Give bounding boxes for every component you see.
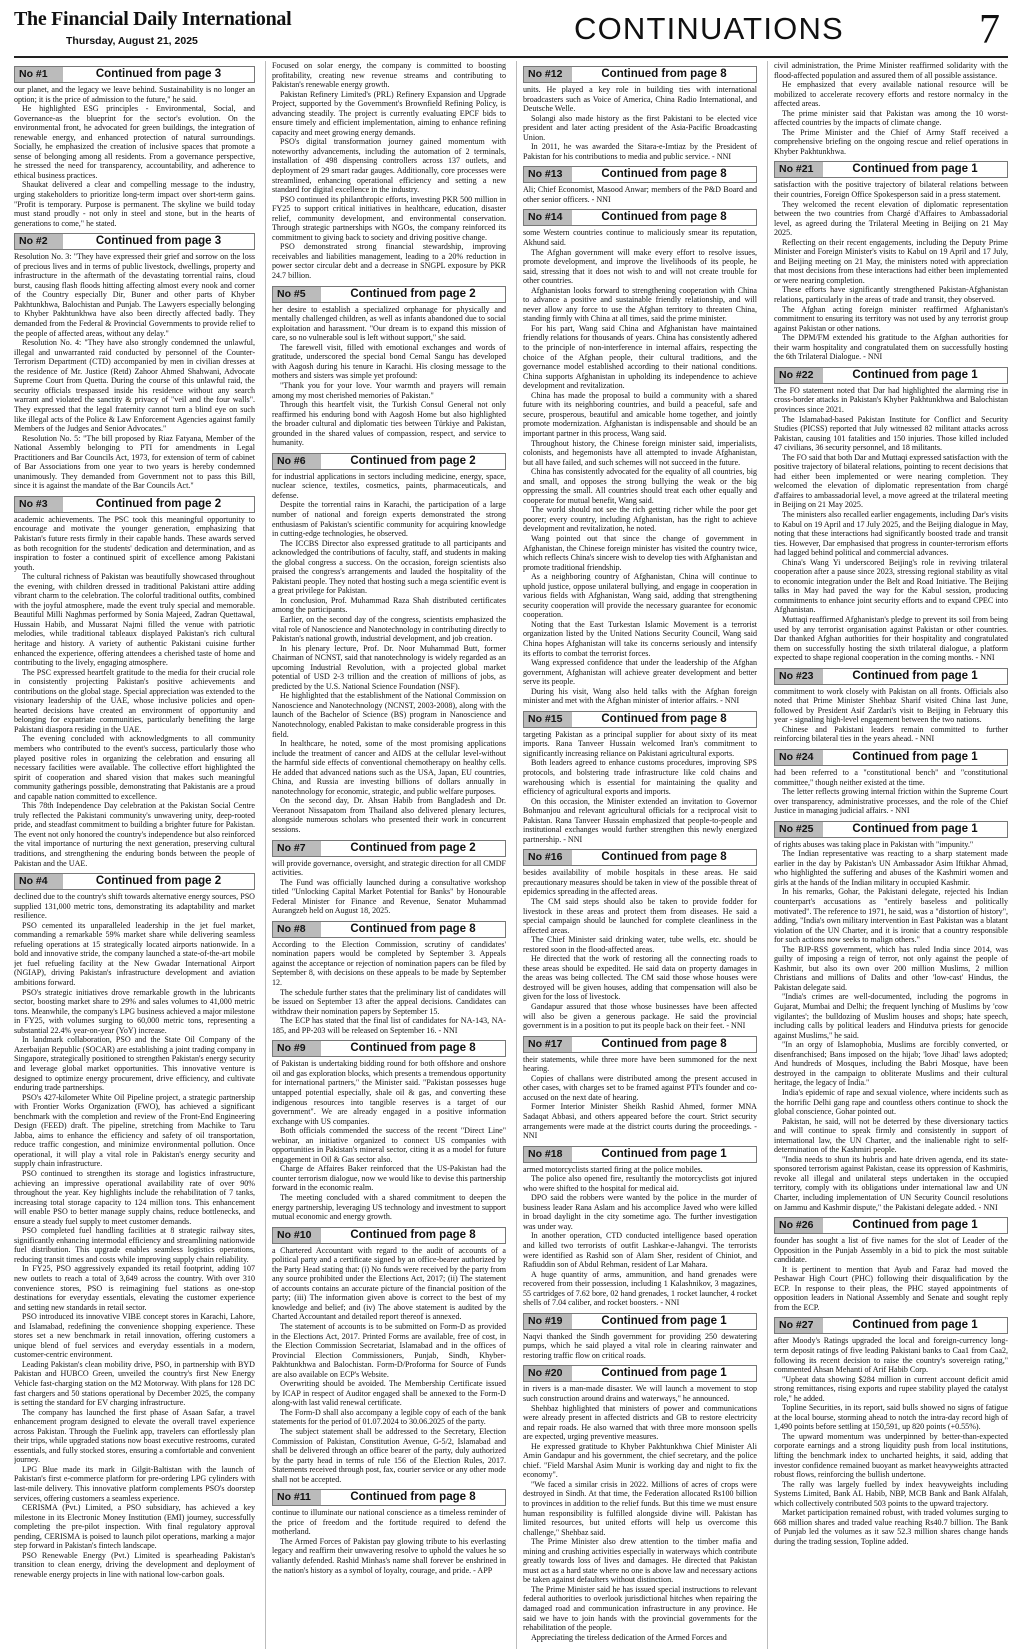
story-continued-label: Continued from page 2 (350, 841, 476, 854)
story-continued-label: Continued from page 2 (95, 875, 222, 888)
story-paragraph: PSO's digital transformation journey gained momentum with noteworthy advancements, including the automation of 2 terminals, installation of 498 dispensing controllers across 137 outlets, and deployment of 29 smart radar gauges. Additionally, core processes were streamlined, enhancing operational efficiency and setting a new standard for digital excellence in the industry. (272, 137, 506, 195)
story-number: No #19 (524, 1314, 572, 1329)
story-paragraph: The Prime Minister also drew attention to the timber mafia and mining and crushing activities especially in waterways which contribute greatly towards loss of lives and damages. He directed that Pakistan must act as a hard state where no one is above law and necessary actions be taken against defaulters without distinction. (523, 1537, 757, 1585)
story-paragraph: Topline Securities, in its report, said bulls showed no signs of fatigue at the local bourse, storming ahead to notch the intra-day record high of 1,490 points before settling at 150,591, up 820 points (+0.55%). (774, 1403, 1008, 1432)
story-header (523, 849, 757, 866)
publication-name: The Financial Daily International (14, 8, 292, 30)
story-paragraph: The ministers also recalled earlier engagements, including Dar's visits to Kabul on 19 April and 17 July 2025, and the Beijing dialogue in May, noting that these interactions had significantly boosted trade and transit ties. However, Dar emphasised that progress in counter-terrorism efforts had lagged behind political and commercial advances. (774, 509, 1008, 558)
story-header (523, 1365, 757, 1382)
story-header (14, 66, 255, 83)
story-paragraph: Naqvi thanked the Sindh government for providing 250 dewatering pumps, which he said played a vital role in clearing rainwater and restoring traffic flow on critical roads. (523, 1331, 757, 1360)
story-paragraph: The BJP-RSS government, which has ruled India since 2014, was guilty of imposing a reign of terror, not only against the people of Kashmir, but also its own over 200 million Muslims, 2 million Christians and millions of Dalits and other 'low-cast' Hindus, the Pakistan delegate said. (774, 944, 1008, 992)
story-number: No #20 (524, 1366, 572, 1381)
story-paragraph: Focused on solar energy, the company is committed to boosting profitability, creating new revenue streams and contributing to Pakistan's renewable energy growth. (272, 61, 506, 90)
story-paragraph: The upward momentum was underpinned by better-than-expected corporate earnings and a strong liquidity push from local institutions, lifting the benchmark index to uncharted heights, it said, adding that investor confidence remained buoyant as market heavyweights attracted robust flows, reinforcing the bullish undertone. (774, 1431, 1008, 1480)
story-paragraph: "In an orgy of Islamophobia, Muslims are forcibly converted, or disenfranchised; Bans imposed on the hijab; 'love Jihad' laws adopted; And hundreds of Mosques, including the Babri Mosque, have been destroyed in the campaign to obliterate Muslims and their cultural heritage, the legacy of India." (774, 1040, 1008, 1088)
story-number: No #2 (15, 234, 63, 249)
story (523, 66, 757, 161)
story-paragraph: Chinese and Pakistani leaders remain committed to further reinforcing bilateral ties in the years ahead. - NNI (774, 724, 1008, 744)
story-header (774, 749, 1008, 766)
story-paragraph: During his visit, Wang also held talks with the Afghan foreign minister and met with the Afghan minister of interior affairs. - NNI (523, 686, 757, 706)
story-continued-label: Continued from page 8 (601, 1037, 727, 1050)
story-number: No #8 (273, 922, 321, 937)
story-paragraph: DPO said the robbers were wanted by the police in the murder of business leader Rana Aslam and his accomplice Javed who were killed in broad daylight in the city sometime ago. The further investigation was under way. (523, 1193, 757, 1231)
story-paragraph: her desire to establish a specialized orphanage for physically and mentally challenged children, as well as infants abandoned due to social exploitation and harassment. "Our dream is to expand this mission of care, so no vulnerable soul is left without support," she said. (272, 304, 506, 343)
story-paragraph: The ECP has stated that the final list of candidates for NA-143, NA-185, and PP-203 will be released on September 16. - NNI (272, 1016, 506, 1035)
story-continued-label: Continued from page 8 (601, 68, 727, 80)
story-continued-label: Continued from page 8 (601, 168, 727, 181)
story-paragraph: Appreciating the tireless dedication of the Armed Forces and (531, 1632, 727, 1642)
story-paragraph: A huge quantity of arms, ammunition, and hand grenades were recovered from their possession, including 1 Kalashnikov, 3 magazines, 55 cartridges of 7.62 bore, 02 hand grenades, 1 rocket launcher, 4 rocket shells of 7.04 caliber, and rocket boosters. - NNI (523, 1269, 757, 1308)
story-continued-label: Continued from page 1 (601, 1314, 727, 1327)
story-paragraph: In another operation, CTD conducted intelligence based operation and killed two terrorists of outfit Lashkar-e-Jahangvi. The terrorists were identified as Rashid son of Alam Sher, resident of Chiniot, and Rafiuddin son of Abdul Rehman, resident of Lar Mahara. (523, 1231, 757, 1270)
story-continued-label: Continued from page 1 (852, 669, 978, 682)
story-paragraph: He highlighted ESG principles - Environmental, Social, and Governance-as the blueprint for the sector's evolution. On the environmental front, he advocated for green buildings, the integration of renewable energy, and enhanced protection of natural surroundings. Socially, he emphasized the creation of inclusive spaces that promote a sense of belonging among all residents. From a governance perspective, he stressed the need for transparency, accountability, and adherence to ethical business practices. (14, 104, 255, 180)
story-paragraph: besides availability of mobile hospitals in these areas. He said precautionary measures should be taken in view of the possible threat of epidemics spreading in the affected areas. (523, 868, 757, 897)
column-4 (767, 61, 1008, 1649)
story-paragraph: PSO Renewable Energy (Pvt.) Limited is spearheading Pakistan's transition to clean energy, driving the development and deployment of renewable energy projects in line with national low-carbon goals. (14, 1550, 255, 1579)
masthead-left (14, 8, 291, 47)
story-header (272, 286, 506, 303)
story (774, 668, 1008, 744)
story-paragraph: The PSC expressed heartfelt gratitude to the media for their crucial role in consistently projecting Pakistan's positive achievements and contributions on the global stage. Special appreciation was extended to the visionary leadership of the UAE, whose inclusive policies and open-hearted decisions have created an environment of opportunity and belonging for expatriate communities, particularly benefiting the large Pakistani diaspora residing in the UAE. (14, 667, 255, 734)
story-continued-label: Continued from page 8 (350, 1228, 476, 1241)
story-paragraph: He emphasized that every available national resource will be mobilized to accelerate recovery efforts and restore normalcy in the affected areas. (774, 80, 1008, 109)
story-number: No #27 (775, 1318, 823, 1333)
story-paragraph: Former Interior Minister Sheikh Rashid Ahmed, former MNA Sadaqat Abbasi, and others appeared before the court. Strict security arrangements were made at the district courts during the proceedings. - NNI (523, 1102, 757, 1141)
story-header (523, 1313, 757, 1330)
story-header (774, 161, 1008, 178)
column-2 (265, 61, 506, 1649)
story-paragraph: The prime minister said that Pakistan was among the 10 worst-affected countries by the impacts of climate change. (774, 108, 1008, 128)
story-number: No #26 (775, 1218, 823, 1233)
story-paragraph: PSO demonstrated strong financial stewardship, improving receivables and liabilities management, leading to a 20% reduction in power sector circular debt and a decrease in SNGPL exposure by PKR 24.7 billion. (272, 242, 506, 281)
story-paragraph: The statement of accounts is to be submitted on Form-D as provided in the Elections Act, 2017. Printed Forms are available, free of cost, in the Election Commission Secretariat, Islamabad and in the offices of Provincial Election Commissioners, Punjab, Sindh, Khyber-Pakhtunkhwa and Balochistan. Form-D/Proforma for Source of Funds are also available on ECP's Website. (272, 1321, 506, 1379)
story-paragraph: declined due to the country's shift towards alternative energy sources, PSO supplied 131,000 metric tons, demonstrating its adaptability and market resilience. (14, 892, 255, 921)
story-paragraph: Shehbaz highlighted that ministers of power and communications were already present in affected districts and GB to restore electricity and repair roads. He also warned that with three more monsoon spells are expected, urging preventive measures. (523, 1403, 757, 1442)
story-continued-label: Continued from page 8 (350, 1491, 476, 1504)
story (523, 1146, 757, 1308)
story-number: No #13 (524, 167, 572, 182)
story (14, 233, 255, 491)
story (14, 496, 255, 868)
story-paragraph: The DPM/FM extended his gratitude to the Afghan authorities for their warm hospitality and congratulated them on successfully hosting the 6th Trilateral Dialogue. - NNI (774, 333, 1008, 362)
story-paragraph: The letter reflects growing internal friction within the Supreme Court over transparency, administrative processes, and the role of the Chief Justice in managing judicial affairs. - NNI (774, 787, 1008, 816)
story-paragraph: Pakistan Refinery Limited's (PRL) Refinery Expansion and Upgrade Project, supported by the Government's Brownfield Refining Policy, is advancing steadily. The project is currently evaluating EPCF bids to ensure timely and efficient implementation, aiming to enhance refining capacity and meet growing energy demands. (272, 89, 506, 137)
story (774, 1317, 1008, 1546)
story-paragraph: This 78th Independence Day celebration at the Pakistan Social Centre truly reflected the Pakistani community's unwavering unity, deep-rooted pride, and steadfast commitment to building a brighter future for Pakistan. The event not only honored the country's independence but also reinforced the vital importance of nurturing the next generation, preserving cultural traditions, and strengthening the enduring bonds between the people of Pakistan and the UAE. (14, 801, 255, 868)
story-paragraph: civil administration, the Prime Minister reaffirmed solidarity with the flood-affected population and assured them of all possible assistance. (774, 61, 1008, 80)
story-continued-label: Continued from page 1 (852, 1219, 978, 1232)
story-header (523, 1036, 757, 1053)
story-continued-label: Continued from page 1 (852, 163, 978, 176)
story-number: No #7 (273, 841, 321, 856)
story-continued-label: Continued from page 1 (852, 822, 978, 835)
story-paragraph: The police also opened fire, resultantly the motorcyclists got injured who were shifted to the hospital for medical aid. (523, 1174, 757, 1193)
story-paragraph: In 2011, he was awarded the Sitara-e-Imtiaz by the President of Pakistan for his contributions to media and public service. - NNI (523, 142, 757, 161)
story-continued-label: Continued from page 2 (350, 287, 476, 300)
story (523, 849, 757, 1030)
story-paragraph: On the second day, Dr. Ahsan Habib from Bangladesh and Dr. Veeranoot Nissapatom from Thailand also delivered plenary lectures, alongside numerous scholars who presented their work in concurrent sessions. (272, 796, 506, 835)
story-paragraph: On this occasion, the Minister extended an invitation to Governor Bohmanjou and relevant agricultural officials for a reciprocal visit to Pakistan. Rana Tanveer Hussain emphasized that people-to-people and institutional exchanges would further strengthen this newly energized partnership. - NNI (523, 796, 757, 844)
story-paragraph: The rally was largely fuelled by index heavyweights including Systems Limited, Bank AL Habib, NBP, MCB Bank and Bank Alfalah, which collectively contributed 503 points to the upward trajectory. (774, 1479, 1008, 1508)
story-number: No #23 (775, 669, 823, 684)
story-paragraph: Leading Pakistan's clean mobility drive, PSO, in partnership with BYD Pakistan and HUBCO Green, unveiled the country's first New Energy Vehicle fast-charging station on the M2 Motorway. With plans for 128 DC fast chargers and 50 stations operational by December 2025, the company is setting the standard for EV charging infrastructure. (14, 1359, 255, 1408)
story-continued-label: Continued from page 8 (350, 922, 476, 935)
story (272, 286, 506, 448)
story-paragraph: targeting Pakistan as a principal supplier for about sixty of its meat imports. Rana Tanveer Hussain welcomed Iran's commitment to significantly increasing reliance on Pakistani agricultural exports. (523, 729, 757, 758)
story-paragraph: Resolution No. 4: "They have also strongly condemned the unlawful, illegal and unwarranted raid conducted by personnel of the Counter-Terrorism Department (CTD) accompanied by men in civilian dresses at the residence of Mr. Justice (Retd) Zahoor Ahmed Shahwani, Advocate Supreme Court from Quetta. During the course of this unlawful raid, the security officials trespassed inside his residence without any search warrant and violated the sanctity & privacy of "veil and the four walls". They expressed that the legal fraternity cannot turn a blind eye on such like illegal acts of the Police & Law Enforcement Agencies against family Members of the Judges and Senior Advocates." (14, 338, 255, 434)
story-paragraph: The Afghan government will make every effort to resolve issues, promote development, and improve the livelihoods of its people, he said, stressing that it does not wish to and will not create trouble for other countries. (523, 247, 757, 286)
story (774, 161, 1008, 361)
story-paragraph: The CM said steps should also be taken to provide fodder for livestock in these areas and protect them from diseases. He said a special campaign should be launched for complete cleanliness in the affected areas. (523, 897, 757, 935)
story-paragraph: Resolution No. 3: "They have expressed their grief and sorrow on the loss of precious lives and in terms of public livestock, dwellings, property and infrastructure in the aftermath of the devastating torrential rains, cloud burst, causing flash floods hitting affecting almost every nook and corner of the Country especially Dir, Buner and other parts of Khyber Pakhtunkhwa, Balochistan and Punjab. The Lawyers especially belonging to Khyber Pakhtunkhwa have also been directly affected badly. They demanded from the Federal & Provincial Governments to provide relief to the people of affected areas, without any delay." (14, 252, 255, 338)
page-number: 7 (979, 7, 1000, 53)
story-paragraph: In his remarks, Gohar, the Pakistani delegate, rejected his Indian counterpart's accusations as "entirely baseless and politically motivated". The reference to 1971, he said, was a "distortion of history", adding, "India's own military intervention in East Pakistan was a blatant violation of the UN Charter, and it is ironic that a country responsible for such actions now seeks to malign others." (774, 887, 1008, 945)
story-paragraph: PSO introduced its innovative VIBE concept stores in Karachi, Lahore, and Islamabad, redefining the convenience shopping experience. These stores set a new benchmark in retail innovation, offering customers a unique blend of fuel services and everyday essentials in a modern, customer-centric environment. (14, 1312, 255, 1360)
story-paragraph: The schedule further states that the preliminary list of candidates will be issued on September 13 after the appeal decisions. Candidates can withdraw their nomination papers by September 15. (272, 987, 506, 1016)
story-paragraph: Earlier, on the second day of the congress, scientists emphasized the vital role of Nanoscience and Nanotechnology in contributing directly to Pakistan's national growth, industrial development, and job creation. (272, 614, 506, 644)
story-paragraph: Both officials commended the success of the recent "Direct Line" webinar, an initiative organized to connect US companies with opportunities in Pakistan's mineral sector, citing it as a model for future engagement in Oil & Gas sector also. (272, 1126, 506, 1164)
story-header (272, 1040, 506, 1057)
story-continued-label: Continued from page 2 (350, 454, 476, 467)
story (14, 66, 255, 228)
story-paragraph: The Prime Minister said he has issued special instructions to relevant federal authorities to overlook jurisdictional hitches when repairing the damaged road and communication infrastructure in any province. He said we have to join hands with the provincial governments for the rehabilitation of the people. (523, 1584, 757, 1633)
story-paragraph: our planet, and the legacy we leave behind. Sustainability is no longer an option; it is the price of admission to the future," he said. (14, 85, 255, 104)
story-continued-label: Continued from page 1 (852, 751, 978, 763)
story-header (774, 821, 1008, 838)
story-header (272, 840, 506, 857)
story-paragraph: CERISMA (Pvt.) Limited, a PSO subsidiary, has achieved a key milestone in its Electronic Money Institution (EMI) journey, successfully completing the pre-pilot inspection. With final regulatory approval pending, CERISMA is poised to launch pilot operations, marking a major step forward in Pakistan's fintech landscape. (14, 1503, 255, 1551)
story-header (523, 1146, 757, 1163)
story (14, 873, 255, 1579)
story-continued-label: Continued from page 3 (95, 235, 222, 248)
story-paragraph: Both leaders agreed to enhance customs procedures, improving SPS protocols, and bolstering trade infrastructure like cold chains and warehousing which is essential for maintaining the quality and efficiency of agricultural exports and imports. (523, 758, 757, 797)
story-paragraph: for industrial applications in sectors including medicine, energy, space, nuclear science, textiles, cosmetics, paints, pharmaceuticals, and defense. (272, 471, 506, 500)
story-number: No #22 (775, 368, 823, 383)
story (523, 1036, 757, 1141)
column-3 (516, 61, 757, 1649)
story-paragraph: "Upbeat data showing $284 million in current account deficit amid strong remittances, rising exports and rupee stability played the catalyst role," he added. (774, 1374, 1008, 1403)
story-continued-label: Continued from page 8 (601, 712, 727, 725)
story-paragraph: In his plenary lecture, Prof. Dr. Noor Muhammad Butt, former Chairman of NCNST, said that nanotechnology is widely regarded as an upcoming Industrial Revolution, with a projected global market potential of USD 2-3 trillion and the creation of millions of jobs, as predicted by the U.S. National Science Foundation (NSF). (272, 643, 506, 691)
story-paragraph: The Prime Minister and the Chief of Army Staff received a comprehensive briefing on the ongoing rescue and relief operations in Khyber Pakhtunkhwa. (774, 127, 1008, 156)
story-paragraph: had been referred to a "constitutional bench" and "constitutional committee," though neither existed at the time. (774, 768, 1008, 787)
story-paragraph: He highlighted that the establishment of the National Commission on Nanoscience and Nanotechnology (NCNST, 2003-2008), along with the launch of the Bachelor of Science (BS) program in Nanoscience and Nanotechnology, enabled Pakistan to make considerable progress in this field. (272, 691, 506, 739)
story-paragraph: The Armed Forces of Pakistan pay glowing tribute to his everlasting legacy and reaffirm their unwavering resolve to uphold the values he so valiantly defended. Rashid Minhas's name shall forever be enshrined in the nation's history as a symbol of loyalty, courage, and pride. - APP (272, 1536, 506, 1575)
story-number: No #5 (273, 287, 321, 302)
story-continued-label: Continued from page 8 (601, 211, 727, 224)
story-header (14, 496, 255, 513)
story (774, 821, 1008, 1212)
story-header (774, 668, 1008, 685)
story-continued-label: Continued from page 2 (95, 497, 222, 510)
issue-date: Thursday, August 21, 2025 (66, 35, 198, 47)
story-continued-label: Continued from page 1 (852, 1319, 978, 1332)
story-paragraph: In landmark collaboration, PSO and the State Oil Company of the Azerbaijan Republic (SOCAR) are establishing a joint trading company in Singapore, strategically positioned to strengthen Pakistan's energy security and leverage global market opportunities. This innovative venture is designed to optimize energy procurement, drive efficiency, and cultivate enduring trade partnerships. (14, 1035, 255, 1093)
story-paragraph: armed motorcyclists started firing at the police mobiles. (523, 1164, 703, 1174)
story-paragraph: of rights abuses was taking place in Pakistan with "impunity." (774, 839, 974, 849)
story (774, 1217, 1008, 1312)
story-paragraph: The farewell visit, filled with emotional exchanges and words of gratitude, underscored the special bond Cemal Sangu has developed with Aagosh during his tenure in Karachi. His closing message to the mothers and sisters was simple yet profound: (272, 342, 506, 381)
story-paragraph: The Islamabad-based Pakistan Institute for Conflict and Security Studies (PICSS) reported that July witnessed 82 militant attacks across Pakistan, causing 101 fatalities and 150 injuries. Those killed included 47 civilians, 36 security personnel, and 18 militants. (774, 414, 1008, 453)
story-paragraph: Copies of challans were distributed among the present accused in other cases, with charges set to be framed against PTI's founder and co-accused on the next date of hearing. (523, 1073, 757, 1102)
story-header (523, 209, 757, 226)
story-paragraph: PSO's strategic initiatives drove remarkable growth in the lubricants sector, boosting market share to 29% and sales volumes to 41,000 metric tons. Meanwhile, the company's LPG business achieved a major milestone in FY25, with volumes surging to 60,000 metric tons, representing a substantial 22.4% year-on-year (YoY) increase. (14, 987, 255, 1035)
story-paragraph: Afghanistan looks forward to strengthening cooperation with China to advance a positive and sustainable friendly relationship, and will never allow any force to use the Afghan territory to threaten China, standing firmly with China at all times, said the prime minister. (523, 285, 757, 324)
story-header (774, 1217, 1008, 1234)
story-continued-label: Continued from page 1 (601, 1367, 727, 1380)
story-paragraph: PSO's 427-kilometer White Oil Pipeline project, a strategic partnership with Frontier Works Organization (FWO), has achieved a significant benchmark with the completion and review of the Front-End Engineering Design (FEED) draft. The pipeline, stretching from Machike to Taru Jabba, aims to enhance the efficiency and safety of oil transportation, reduce traffic congestion, and minimize environmental pollution. Once operational, it will play a vital role in Pakistan's energy security and supply chain infrastructure. (14, 1092, 255, 1169)
story-header (523, 711, 757, 728)
story-paragraph: Wang expressed confidence that under the leadership of the Afghan government, Afghanistan will achieve greater development and better serve its people. (523, 658, 757, 687)
story (774, 367, 1008, 663)
story-paragraph: "We faced a similar crisis in 2022. Millions of acres of crops were destroyed in Sindh. At that time, the Federation allocated Rs100 billion to provinces in addition to the relief funds. But this time we must ensure human responsibility is fulfilled alongside divine will. Pakistan has limited resources, but united efforts will help us overcome this challenge," Shehbaz said. (523, 1479, 757, 1537)
story-paragraph: Solangi also made history as the first Pakistani to be elected vice president and later acting president of the Asia-Pacific Broadcasting Union. (523, 113, 757, 142)
story-header (14, 873, 255, 890)
story (272, 1489, 506, 1575)
story-paragraph: commitment to work closely with Pakistan on all fronts. Officials also noted that Prime Minister Shehbaz Sharif visited China last June, followed by President Asif Zardari's visit to Beijing in February this year - signaling high-level engagement between the two nations. (774, 686, 1008, 725)
story-paragraph: LPG Blue made its mark in Gilgit-Baltistan with the launch of Pakistan's first e-commerce platform for pre-ordering LPG cylinders with last-mile delivery. This innovative platform complements PSO's doorstep services, offering customers a seamless experience. (14, 1464, 255, 1503)
story-paragraph: some Western countries continue to maliciously smear its reputation, Akhund said. (523, 228, 757, 248)
story-continued-label: Continued from page 8 (350, 1042, 476, 1055)
story-paragraph: The cultural richness of Pakistan was beautifully showcased throughout the evening, with children dressed in traditional Pakistani attire adding vibrant charm to the celebration. The colorful traditional outfits, combined with the joyful atmosphere, made the event truly special and memorable. Beautiful Milli Naghmas performed by Sonia Majeed, Zadran Quettawal, Hussain Habib, and Mussarat Najmi filled the venue with patriotic melodies, while traditional tableaux displayed Pakistan's rich cultural heritage and history. A variety of authentic Pakistani cuisine further enhanced the experience, offering attendees a cherished taste of home and contributing to the lively, engaging atmosphere. (14, 572, 255, 668)
story-paragraph: a Chartered Accountant with regard to the audit of accounts of a political party and a certificate signed by an office-bearer authorized by the Party Head stating that: (i) No funds were received by the party from any source prohibited under the Elections Act, 2017; (ii) The statement of accounts contains an accurate picture of the financial position of the party; (iii) The information given above is correct to the best of my knowledge and belief; and (iv) The above statement is audited by the Charted Accountant and detailed report thereof is annexed. (272, 1245, 506, 1322)
story-paragraph: In conclusion, Prof. Muhammad Raza Shah distributed certificates among the participants. (272, 595, 506, 615)
story (774, 61, 1008, 156)
story-number: No #15 (524, 712, 572, 727)
story-paragraph: Despite the torrential rains in Karachi, the participation of a large number of national and foreign experts demonstrated the strong enthusiasm of Pakistan's scientific community for acquiring knowledge in cutting-edge technologies, he observed. (272, 500, 506, 539)
story-paragraph: Through this heartfelt visit, the Turkish Consul General not only reaffirmed his enduring bond with Aagosh Home but also highlighted the broader cultural and diplomatic ties between Türkiye and Pakistan, grounded in the shared values of compassion, respect, and service to humanity. (272, 400, 506, 448)
story-number: No #9 (273, 1041, 321, 1056)
story-paragraph: Muttaqi reaffirmed Afghanistan's pledge to prevent its soil from being used by any terrorist organisation against Pakistan or other countries. Dar thanked Afghan authorities for their hospitality and congratulated them on successfully hosting the sixth trilateral dialogue, a platform expected to shape regional cooperation in the coming months. - NNI (774, 614, 1008, 663)
story-paragraph: Wang pointed out that since the change of government in Afghanistan, the Chinese foreign minister has visited the country twice, which reflects China's sincere wish to develop ties with Afghanistan and promote traditional friendship. (523, 533, 757, 572)
story-paragraph: The world should not see the rich getting richer while the poor get poorer; every country, including Afghanistan, has the right to achieve development and revitalization, he noted. (523, 505, 757, 534)
story (523, 711, 757, 845)
story-paragraph: units. He played a key role in building ties with international broadcasters such as Voice of America, China Radio International, and Deutsche Welle. (523, 85, 757, 114)
story (774, 749, 1008, 816)
story-paragraph: These efforts have significantly strengthened Pakistan-Afghanistan relations, particularly in the areas of trade and transit, they observed. (774, 285, 1008, 305)
story-number: No #25 (775, 822, 823, 837)
story (272, 1227, 506, 1485)
story-paragraph: PSO continued its philanthropic efforts, investing PKR 500 million in FY25 to support critical initiatives in healthcare, education, disaster relief, community development, and environmental conservation. Through strategic partnerships with NGOs, the company reinforced its commitment to giving back to society and driving positive change. (272, 194, 506, 242)
story-paragraph: The Afghan acting foreign minister reaffirmed Afghanistan's commitment to ensuring its territory was not used by any terrorist group against Pakistan or other nations. (774, 304, 1008, 333)
story-paragraph: Pakistan, he said, will not be deterred by these diversionary tactics and will continue to speak firmly and consistently in support of international law, the UN Charter, and the inalienable right to self-determination of the Kashmiri people. (774, 1116, 1008, 1155)
story-paragraph: In FY25, PSO aggressively expanded its retail footprint, adding 107 new outlets to reach a total of 3,649 across the country. With over 310 convenience stores, PSO is reimagining fuel stations as one-stop destinations for everyday essentials, elevating the customer experience and setting new standards in retail sector. (14, 1264, 255, 1312)
story-paragraph: India's epidemic of rape and sexual violence, where incidents such as the horrific Delhi gang rape and countless others continue to shock the global conscience, Gohar pointed out. (774, 1087, 1008, 1117)
columns (14, 61, 1008, 1649)
story-paragraph: Resolution No. 5: "The bill proposed by Riaz Fatyana, Member of the National Assembly belonging to PTI for amendments in Legal Practitioners and Bar Councils Act, 1973, for extension of term of cabinet of Bar Associations from one year to two years is hereby condemned unanimously. They demanded from Government not to pass this Bill, since it is against the mandate of the Bar Councils Act." (14, 433, 255, 491)
story-paragraph: Overwriting should be avoided. The Membership Certificate issued by ICAP in respect of Auditor engaged shall be annexed to the Form-D along-with last valid renewal certificate. (272, 1379, 506, 1408)
story-number: No #11 (273, 1490, 321, 1505)
story-number: No #4 (15, 874, 63, 889)
story (523, 209, 757, 705)
story-header (774, 1317, 1008, 1334)
story-paragraph: Shaukat delivered a clear and compelling message to the industry, urging stakeholders to prioritize long-term impact over short-term gains. "Profit is temporary. Purpose is permanent. The skyline we build today must stand proudly - not only in steel and stone, but in the hearts of generations to come," he stated. (14, 180, 255, 228)
story-paragraph: According to the Election Commission, scrutiny of candidates' nomination papers would be completed by September 3. Appeals against the acceptance or rejection of nomination papers can be filed by September 8, with decisions on these appeals to be made by September 12. (272, 939, 506, 988)
story-number: No #21 (775, 162, 823, 177)
story-paragraph: The ICCBS Director also expressed gratitude to all participants and acknowledged the contributions of faculty, staff, and students in making the global congress a success. On the occasion, foreign scientists also praised the congress's arrangements and lauded the hospitality of the Pakistani people. They noted that hosting such a mega scientific event is a great privilege for Pakistan. (272, 538, 506, 596)
story-continued-label: Continued from page 3 (95, 68, 222, 80)
story (272, 61, 506, 281)
story-paragraph: PSO continued to strengthen its storage and logistics infrastructure, achieving an impressive operational availability rate of over 90% throughout the year. Key highlights include the rehabilitation of 7 tanks, increasing total storage capacity to 124 million tons. This enhancement will enable PSO to better manage supply chains, reduce bottlenecks, and ensure a steady fuel supply to meet customer demands. (14, 1168, 255, 1226)
story-continued-label: Continued from page 8 (601, 851, 727, 864)
story-paragraph: In healthcare, he noted, some of the most promising applications include the treatment of cancer and AIDS at the cellular level-without the harmful side effects of conventional chemotherapy on healthy cells. He added that advanced nations such as the USA, Japan, EU countries, China, and Russia are investing billions of dollars annually in nanotechnology for economic, strategic, and public welfare purposes. (272, 739, 506, 796)
story-paragraph: China has consistently advocated for the equality of all countries, big and small, and opposes the strong bullying the weak or the big oppressing the small. All countries should treat each other equally and cooperate for mutual benefit, Wang said. (523, 467, 757, 505)
story-paragraph: founder has sought a list of five names for the slot of Leader of the Opposition in the Punjab Assembly in a bid to pick the most suitable candidate. (774, 1236, 1008, 1265)
story-paragraph: PSO cemented its unparalleled leadership in the jet fuel market, commanding a remarkable 59% market share while delivering seamless refueling operations at 15 strategically located airports nationwide. In a bold and innovative stride, the company launched a state-of-the-art mobile jet fuel refueling facility at the New Gwadar International Airport (NGIAP), driving Pakistan's infrastructure development and aviation ambitions forward. (14, 920, 255, 988)
story-header (272, 921, 506, 938)
story-continued-label: Continued from page 1 (852, 368, 978, 381)
story-header (523, 166, 757, 183)
story (272, 453, 506, 835)
story-header (272, 453, 506, 470)
story-paragraph: Charge de Affaires Baker reinforced that the US-Pakistan had the counter terrorism dialogue, now we would like to devise this partnership forward in the economic realm. (272, 1164, 506, 1193)
story (272, 840, 506, 916)
story-paragraph: As a neighboring country of Afghanistan, China will continue to uphold justice, oppose unilateral bullying, and engage in cooperation in various fields with Afghanistan, Wang said, adding that strengthening security cooperation will provide the necessary guarantee for economic cooperation. (523, 572, 757, 620)
story-paragraph: The evening concluded with acknowledgments to all community members who contributed to the event's success, particularly those who played positive roles in organizing the celebration and ensuring all necessary facilities were available. The collective effort highlighted the spirit of cooperation and shared vision that makes such meaningful community gatherings possible, demonstrating that Pakistanis are a proud and capable nation committed to excellence. (14, 734, 255, 801)
story (272, 1040, 506, 1221)
story-paragraph: Gandapur assured that those whose businesses have been affected will also be given a generous package. He said the provincial government is in a position to put its people back on their feet. - NNI (523, 1002, 757, 1031)
section-title: CONTINUATIONS (574, 11, 844, 46)
story-paragraph: their statements, while three more have been summoned for the next hearing. (523, 1054, 757, 1074)
story-number: No #17 (524, 1037, 572, 1052)
story (523, 1313, 757, 1361)
story-paragraph: The FO said that both Dar and Muttaqi expressed satisfaction with the positive trajectory of bilateral relations, pointing to recent decisions that had either been implemented or were nearing completion. They welcomed the elevation of diplomatic representation from chargé d'affaires to ambassadorial level, a move agreed at the trilateral meeting in Beijing on 21 May 2025. (774, 452, 1008, 510)
story-paragraph: The company has launched the first phase of Asaan Safar, a travel enhancement program designed to elevate the overall travel experience across Pakistan. Through the Fuelink app, travelers can effortlessly plan their trips, while upgraded stations now boast executive restrooms, curated essentials, and fully stocked stores, ensuring a comfortable and convenient journey. (14, 1407, 255, 1465)
story-paragraph: continue to illuminate our national conscience as a timeless reminder of the price of freedom and the fortitude required to defend the motherland. (272, 1508, 506, 1537)
story-paragraph: will provide governance, oversight, and strategic direction for all CMDF activities. (272, 858, 506, 878)
story-paragraph: They welcomed the recent elevation of diplomatic representation between the two countries from Chargé d'Affaires to Ambassadorial level, as agreed during the Trilateral Meeting in Beijing on 21 May 2025. (774, 199, 1008, 238)
story-paragraph: The FO statement noted that Dar had highlighted the alarming rise in cross-border attacks in Pakistan's Khyber Pakhtunkhwa and Balochistan provinces since 2021. (774, 385, 1008, 414)
story-paragraph: He directed that the work of restoring all the connecting roads to these areas should be expedited. He said data on property damages in the areas was being collected. The CM said those whose houses were destroyed will be given houses, adding that compensation will also be given for the loss of livestock. (523, 954, 757, 1002)
story-header (14, 233, 255, 250)
story-paragraph: of Pakistan is undertaking bidding round for both offshore and onshore oil and gas exploration blocks, which presents a tremendous opportunity for international partners," the Minister said. "Pakistan possesses huge untapped potential especially, shale oil & gas, and converting these indigenous resources into tangible reserves is a target of our government". We are already engaged in a positive information exchange with US companies. (272, 1059, 506, 1126)
story-paragraph: The Form-D shall also accompany a legible copy of each of the bank statements for the period of 01.07.2024 to 30.06.2025 of the party. (272, 1407, 506, 1427)
story-paragraph: He expressed gratitude to Khyber Pakhtunkhwa Chief Minister Ali Amin Gandapur and his government, the chief secretary, and the police chief. "Field Marshal Asim Munir is working day and night to fix the economy". (523, 1441, 757, 1480)
story-number: No #16 (524, 850, 572, 865)
story-paragraph: The Chief Minister said drinking water, tube wells, etc. should be restored soon in the flood-affected areas. (523, 935, 757, 954)
story-paragraph: Market participation remained robust, with traded volumes surging to 668 million shares and traded value reaching Rs40.7 billion. The Bank of Punjab led the volumes as it saw 52.3 million shares change hands during the trading session, Topline added. (774, 1508, 1008, 1546)
story-number: No #1 (15, 67, 63, 82)
story (523, 166, 757, 204)
story-number: No #18 (524, 1147, 572, 1162)
story-number: No #14 (524, 210, 572, 225)
story-paragraph: The meeting concluded with a shared commitment to deepen the energy partnership, leveraging US technology and investment to support mutual economic and energy growth. (272, 1192, 506, 1222)
story-paragraph: PSO completed fuel handling facilities at 8 strategic railway sites, significantly enhancing intermodal efficiency and streamlining nationwide fuel distribution. This upgrade enables seamless logistics operations, reducing transit times and costs while improving supply chain reliability. (14, 1226, 255, 1264)
story-paragraph: The subject statement shall be addressed to the Secretary, Election Commission of Pakistan, Constitution Avenue, G-5/2, Islamabad and shall be delivered through an office bearer of the party, duly authorized by the party head in terms of rule 156 of the Election Rules, 2017. Statements received through post, fax, courier service or any other mode shall not be accepted. (272, 1427, 506, 1484)
story (523, 1365, 757, 1642)
story-paragraph: after Moody's Ratings upgraded the local and foreign-currency long-term deposit ratings of five leading Pakistani banks to Caa1 from Caa2, following its recent decision to raise the country's sovereign rating," commented Ahsan Mehanti of Arif Habib Corp. (774, 1336, 1008, 1375)
story-header (774, 367, 1008, 384)
story-continued-label: Continued from page 1 (601, 1147, 727, 1160)
story-paragraph: "Thank you for your love. Your warmth and prayers will remain among my most cherished memories of Pakistan." (272, 380, 506, 400)
story-paragraph: It is pertinent to mention that Ayub and Faraz had moved the Peshawar High Court (PHC) following their disqualification by the ECP. In response to their pleas, the PHC stayed appointments of opposition leaders in National Assembly and Senate and sought reply from the ECP. (774, 1264, 1008, 1312)
story (272, 921, 506, 1035)
story-paragraph: Ali; Chief Economist, Masood Anwar; members of the P&D Board and other senior officers. - NNI (523, 185, 757, 204)
story-number: No #12 (524, 67, 572, 82)
story-paragraph: academic achievements. The PSC took this meaningful opportunity to encourage and motivate the younger generation, emphasizing that Pakistan's future rests firmly in their capable hands. These awards served as both recognition for the students' dedication and determination, and as inspiration to foster a continued spirit of excellence among Pakistani youth. (14, 514, 255, 572)
story-number: No #24 (775, 750, 823, 765)
story-number: No #6 (273, 454, 321, 469)
story-header (272, 1227, 506, 1244)
story-paragraph: "India needs to shun its hubris and hate driven agenda, end its state-sponsored terrorism against Pakistan, cease its oppression of Kashmiris, revoke all illegal and unilateral steps undertaken in the occupied territory, comply with its obligations under international law and UN Charter, including implementation of UN Security Council resolutions on Jammu and Kashmir dispute," the Pakistani delegate added. - NNI (774, 1154, 1008, 1212)
story-number: No #10 (273, 1228, 321, 1243)
column-1 (14, 61, 255, 1649)
story-header (523, 66, 757, 83)
story-paragraph: For his part, Wang said China and Afghanistan have maintained friendly relations for thousands of years. China has consistently adhered to the principle of non-interference in internal affairs, respecting the choice of the Afghan people, their cultural traditions, and the governance model established according to their national conditions. China supports Afghanistan in upholding its independence to achieve development and revitalization. (523, 323, 757, 391)
story-paragraph: "India's crimes are well-documented, including the pogroms in Gujarat, Mumbai and Delhi; the frequent lynching of Muslims by 'cow vigilantes'; the bulldozing of Muslim houses and shops; hate speech, including calls by political leaders and Hindutva priests for genocide against Muslims," he said. (774, 992, 1008, 1040)
story-paragraph: Reflecting on their recent engagements, including the Deputy Prime Minister and Foreign Minister's visits to Kabul on 19 April and 17 July, and Beijing meeting on 21 May, the ministers noted with appreciation that most decisions from these interactions had either been implemented or were nearing completion. (774, 237, 1008, 285)
story-header (272, 1489, 506, 1506)
story-paragraph: satisfaction with the positive trajectory of bilateral relations between their countries, Foreign Office Spokesperson said in a press statement. (774, 180, 1008, 200)
masthead (14, 8, 1008, 58)
story-paragraph: in rivers is a man-made disaster. We will launch a movement to stop such construction around drains and waterways," he announced. (523, 1384, 757, 1403)
story-paragraph: Throughout history, the Chinese foreign minister said, imperialists, colonists, and hegemonists have all attempted to invade Afghanistan, but all have failed, and such schemes will not succeed in the future. (523, 438, 757, 467)
story-paragraph: The Fund was officially launched during a consultative workshop titled "Unlocking Capital Market Potential for Banks" by Honourable Federal Minister for Finance and Revenue, Senator Muhammad Aurangzeb held on August 18, 2025. (272, 877, 506, 916)
story-paragraph: Noting that the East Turkestan Islamic Movement is a terrorist organization listed by the United Nations Security Council, Wang said China hopes Afghanistan will take its concerns seriously and intensify its efforts to combat the terrorist forces. (523, 619, 757, 658)
story-paragraph: China's Wang Yi underscored Beijing's role in reviving trilateral cooperation after a pause since 2023, stressing regional stability as vital to economic integration under the Belt and Road Initiative. The Beijing talks in May had paved the way for the Kabul session, producing commitments to enhance joint security efforts and to expand CPEC into Afghanistan. (774, 557, 1008, 615)
story-paragraph: China has made the proposal to build a community with a shared future with its neighboring countries, and build a peaceful, safe and secure, prosperous, beautiful and amicable home together, and jointly promote modernization. Afghanistan is indispensable and should be an important partner in this process, Wang said. (523, 390, 757, 438)
story-number: No #3 (15, 497, 63, 512)
story-paragraph: The Indian representative was reacting to a sharp statement made earlier in the day by Pakistan's UN Ambassador Asim Iftikhar Ahmad, who highlighted the suffering and abuses of the Kashmiri women and girls at the hands of the Indian military in occupied Kashmir. (774, 849, 1008, 887)
